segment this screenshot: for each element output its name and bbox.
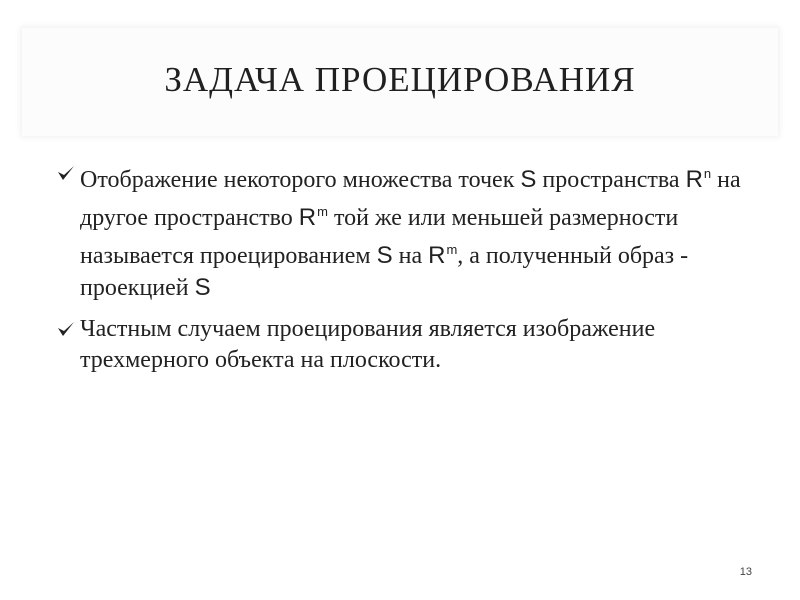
space-symbol: R [685, 166, 703, 193]
slide-title: ЗАДАЧА ПРОЕЦИРОВАНИЯ [164, 60, 636, 99]
set-symbol: S [376, 242, 393, 269]
bullet-text: , а полученный образ - проекцией [80, 243, 689, 301]
bullet-text: Частным случаем проецирования является изображение трехмерного объекта на плоскости. [80, 316, 656, 373]
dimension-superscript: m [446, 242, 458, 257]
bullet-text: пространства [536, 167, 686, 193]
space-symbol: R [428, 242, 446, 269]
bullet-item [58, 158, 758, 304]
checkmark-arrow-icon [56, 158, 76, 189]
bullet-text: на другое пространство [80, 167, 741, 231]
bullet-text: той же или меньшей размерности называется проецированием [80, 205, 679, 269]
dimension-superscript: m [317, 204, 328, 219]
bullet-text: Отображение некоторого множества точек [80, 167, 521, 193]
space-symbol: R [298, 204, 317, 231]
set-symbol: S [520, 166, 537, 193]
set-symbol: S [194, 274, 211, 301]
slide-number: 13 [739, 566, 752, 578]
bullet-text: на [392, 243, 429, 269]
slide-content [58, 158, 758, 386]
dimension-superscript: n [703, 166, 712, 181]
bullet-item [58, 314, 758, 376]
checkmark-arrow-icon [56, 314, 76, 345]
